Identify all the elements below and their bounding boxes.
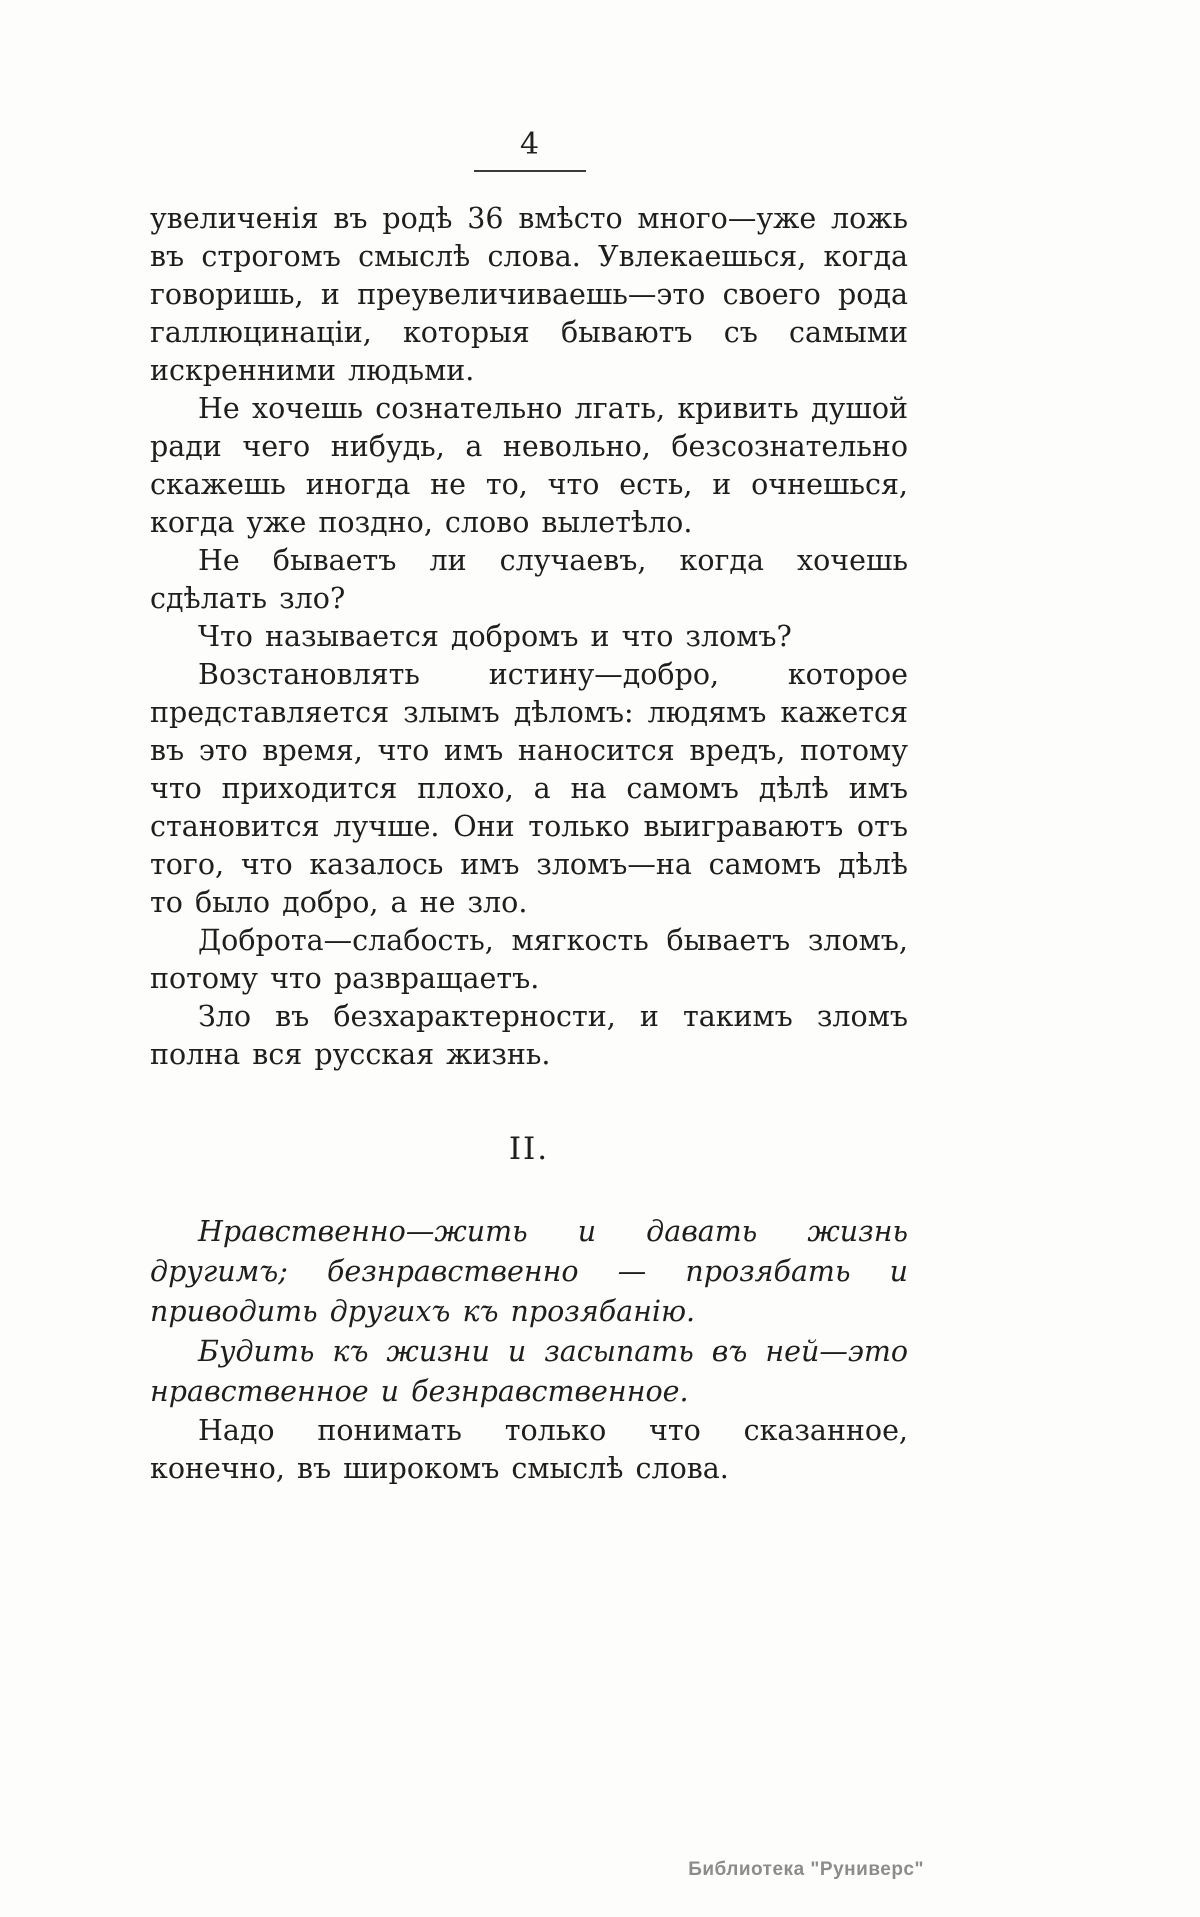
page-number-rule: [474, 170, 586, 172]
paragraph-italic: Будить къ жизни и засыпать въ ней—это нравственное и безнравственное.: [150, 1335, 908, 1408]
paragraph: Что называется добромъ и что зломъ?: [198, 620, 792, 653]
library-watermark: Библиотека "Руниверс": [688, 1859, 924, 1880]
text-block: [150, 200, 908, 1488]
paragraph: Не бываетъ ли случаевъ, когда хочешь сдѣлать зло?: [150, 544, 908, 615]
paragraph-italic: Нравственно—жить и давать жизнь другимъ; безнравственно — прозябать и приводить другихъ къ прозябанію.: [150, 1215, 908, 1328]
section-heading: II.: [508, 1131, 550, 1167]
paragraph: Надо понимать только что сказанное, конечно, въ широкомъ смыслѣ слова.: [150, 1414, 908, 1485]
page-number: 4: [519, 127, 541, 162]
paragraph: Не хочешь сознательно лгать, кривить душой ради чего нибудь, а невольно, безсознательно скажешь иногда не то, что есть, и очнешься, когда уже поздно, слово вылетѣло.: [150, 392, 908, 539]
book-page: [0, 128, 1200, 1917]
paragraph: увеличенія въ родѣ 36 вмѣсто много—уже ложь въ строгомъ смыслѣ слова. Увлекаешься, когда говоришь, и преувеличиваешь—это своего рода галлюцинаціи, которыя бываютъ съ самыми искренними людьми.: [150, 202, 908, 387]
paragraph: Доброта—слабость, мягкость бываетъ зломъ, потому что развращаетъ.: [150, 924, 908, 995]
paragraph: Зло въ безхарактерности, и такимъ зломъ полна вся русская жизнь.: [150, 1000, 908, 1071]
page-header: [150, 128, 910, 172]
paragraph: Возстановлять истину—добро, которое представляется злымъ дѣломъ: людямъ кажется въ это время, что имъ наносится вредъ, потому что приходится плохо, а на самомъ дѣлѣ имъ становится лучше. Они только выиграваютъ отъ того, что казалось имъ зломъ—на самомъ дѣлѣ то было добро, а не зло.: [150, 658, 908, 919]
